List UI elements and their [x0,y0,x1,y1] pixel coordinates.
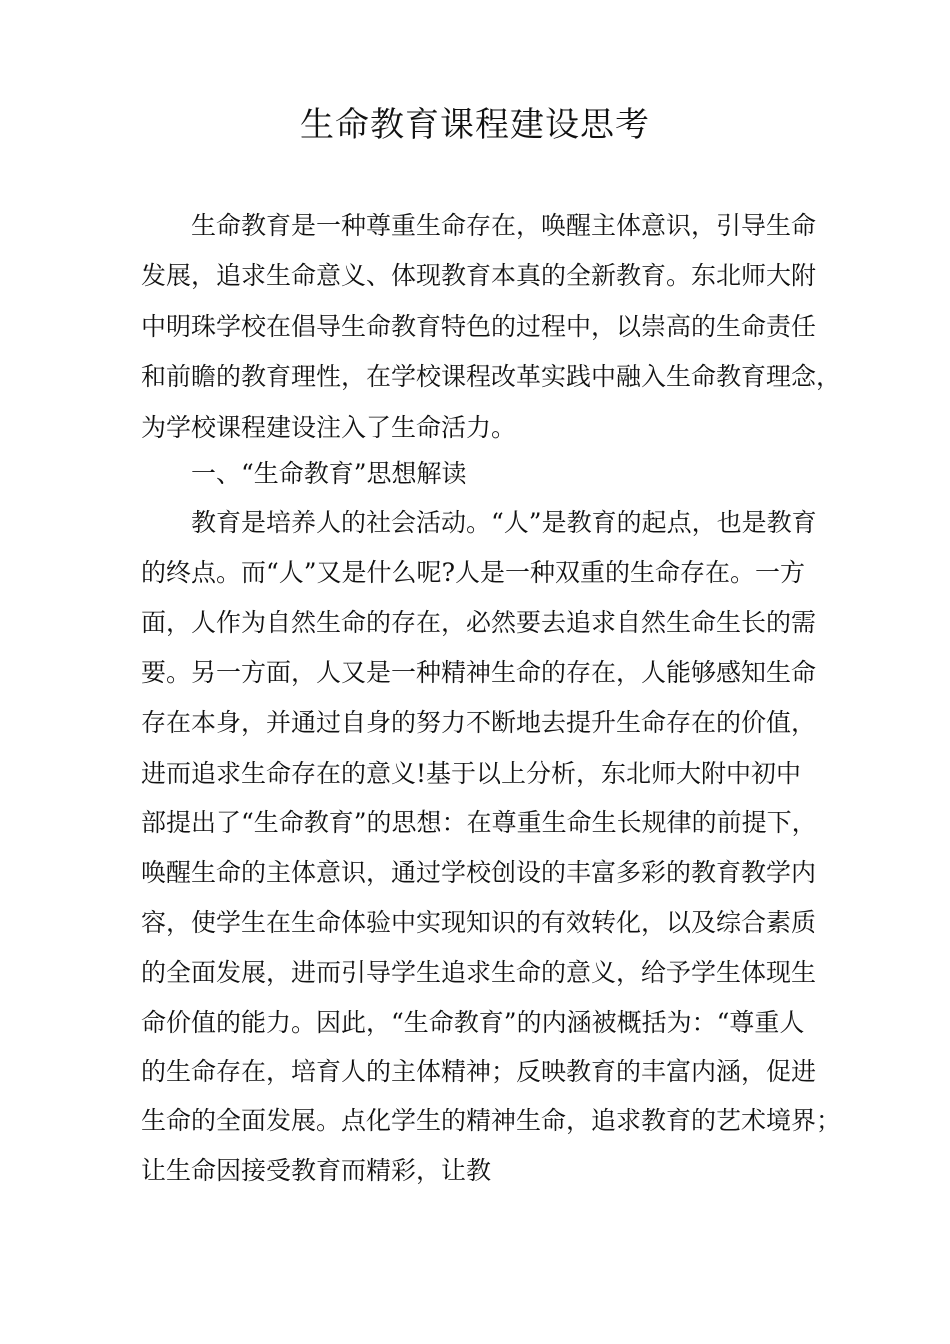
paragraph-line: 和前瞻的教育理性，在学校课程改革实践中融入生命教育理念， [141,362,842,391]
document-title: 生命教育课程建设思考 [300,105,650,145]
paragraph-line: 要。另一方面，人又是一种精神生命的存在，人能够感知生命 [141,658,817,687]
paragraph-line: 命价值的能力。因此，“生命教育”的内涵被概括为：“尊重人 [141,1008,805,1037]
paragraph-line: 的全面发展，进而引导学生追求生命的意义，给予学生体现生 [141,958,817,987]
paragraph-line: 发展，追求生命意义、体现教育本真的全新教育。东北师大附 [141,261,817,290]
paragraph-line: 生命教育是一种尊重生命存在，唤醒主体意识，引导生命 [191,211,817,240]
paragraph-line: 存在本身，并通过自身的努力不断地去提升生命存在的价值， [141,708,817,737]
section-heading: 一、“生命教育”思想解读 [191,459,467,488]
paragraph-line: 面，人作为自然生命的存在，必然要去追求自然生命生长的需 [141,608,817,637]
paragraph-line: 的生命存在，培育人的主体精神；反映教育的丰富内涵，促进 [141,1057,817,1086]
paragraph-line: 部提出了“生命教育”的思想：在尊重生命生长规律的前提下， [141,808,817,837]
paragraph-line: 容，使学生在生命体验中实现知识的有效转化，以及综合素质 [141,908,817,937]
paragraph-line: 的终点。而“人”又是什么呢?人是一种双重的生命存在。一方 [141,558,805,587]
paragraph-line: 中明珠学校在倡导生命教育特色的过程中，以崇高的生命责任 [141,312,817,341]
paragraph-line: 进而追求生命存在的意义!基于以上分析，东北师大附中初中 [141,759,802,788]
paragraph-line: 生命的全面发展。点化学生的精神生命，追求教育的艺术境界； [141,1106,842,1135]
paragraph-line: 唤醒生命的主体意识，通过学校创设的丰富多彩的教育教学内 [141,858,817,887]
paragraph-line: 为学校课程建设注入了生命活力。 [141,413,517,442]
paragraph-line: 教育是培养人的社会活动。“人”是教育的起点，也是教育 [191,508,817,537]
paragraph-line: 让生命因接受教育而精彩，让教 [141,1156,492,1185]
